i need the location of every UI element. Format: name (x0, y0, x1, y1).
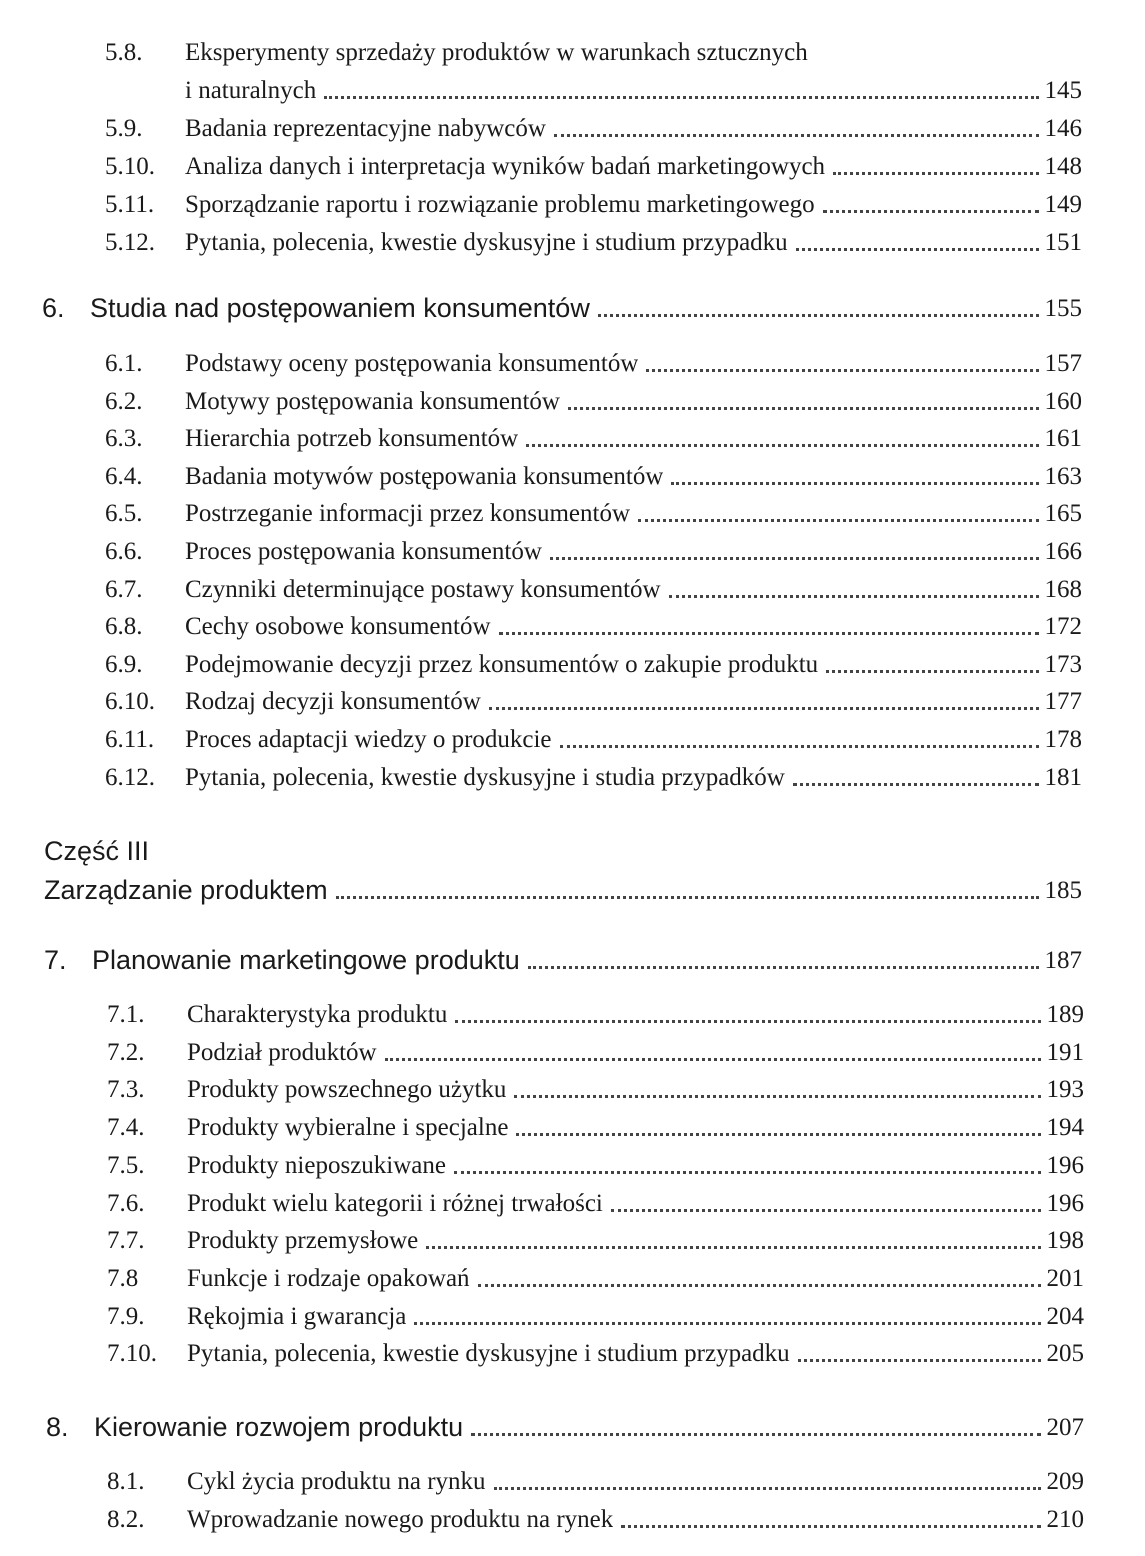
dot-leader (833, 172, 1038, 175)
toc-entry[interactable] (107, 1065, 1084, 1105)
dot-leader (516, 1133, 1040, 1136)
dot-leader (646, 369, 1038, 372)
dot-leader (611, 1209, 1041, 1212)
dot-leader (489, 707, 1039, 710)
dot-leader (550, 557, 1039, 560)
chapter-entry[interactable] (46, 1403, 1084, 1443)
section-title: Proces adaptacji wiedzy o produkcie (185, 726, 552, 753)
toc-entry[interactable] (105, 104, 1082, 144)
page-number: 151 (1044, 229, 1082, 256)
page-number: 198 (1046, 1227, 1084, 1255)
toc-entry[interactable] (107, 1028, 1084, 1068)
section-title: Wprowadzanie nowego produktu na rynek (187, 1506, 614, 1533)
section-number: 6.4. (105, 462, 143, 490)
toc-entry[interactable] (105, 339, 1082, 379)
section-title: Proces postępowania konsumentów (185, 538, 542, 565)
dot-leader (554, 134, 1039, 137)
section-title: Charakterystyka produktu (187, 1001, 448, 1028)
section-title: Hierarchia potrzeb konsumentów (185, 425, 519, 453)
page-number: 196 (1046, 1151, 1084, 1179)
toc-entry[interactable] (105, 218, 1082, 258)
page-number: 196 (1046, 1189, 1084, 1217)
section-number: 6.7. (105, 575, 143, 603)
section-title: Postrzeganie informacji przez konsumentów (185, 500, 630, 528)
section-title: Cykl życia produktu na rynku (187, 1468, 486, 1495)
section-title: Produkty nieposzukiwane (187, 1151, 446, 1179)
page-number: 210 (1046, 1506, 1084, 1533)
section-title: Czynniki determinujące postawy konsumentów (185, 575, 661, 603)
section-number: 6.10. (105, 688, 155, 716)
page-number: 155 (1044, 295, 1082, 322)
section-title: Sporządzanie raportu i rozwiązanie problemu marketingowego (185, 191, 815, 218)
section-number: 6.9. (105, 650, 143, 678)
dot-leader (669, 595, 1039, 598)
part-label: Część III (44, 836, 150, 866)
chapter-title: Studia nad postępowaniem konsumentów (90, 293, 590, 323)
dot-leader (638, 519, 1039, 522)
section-title: Produkty wybieralne i specjalne (187, 1114, 509, 1142)
section-title: Rodzaj decyzji konsumentów (185, 688, 481, 716)
dot-leader (414, 1322, 1040, 1325)
page-number: 207 (1046, 1414, 1084, 1441)
section-number: 8.2. (107, 1506, 145, 1533)
toc-entry-continuation[interactable] (185, 66, 1082, 106)
page-number: 168 (1044, 575, 1082, 603)
toc-entry[interactable] (107, 990, 1084, 1030)
toc-entry[interactable] (105, 180, 1082, 220)
section-number: 6.3. (105, 425, 143, 453)
section-number: 6.5. (105, 500, 143, 528)
toc-entry[interactable] (105, 753, 1082, 793)
section-number: 8.1. (107, 1468, 145, 1495)
toc-entry[interactable] (107, 1179, 1084, 1219)
section-title: Podział produktów (187, 1038, 377, 1066)
dot-leader (454, 1171, 1041, 1174)
page-number: 177 (1044, 688, 1082, 716)
dot-leader (426, 1246, 1040, 1249)
page-number: 189 (1046, 1001, 1084, 1028)
section-number: 5.9. (105, 115, 143, 142)
toc-entry[interactable] (107, 1329, 1084, 1369)
page-number: 157 (1044, 350, 1082, 377)
dot-leader (598, 314, 1039, 317)
toc-entry[interactable] (105, 414, 1082, 454)
chapter-title: Planowanie marketingowe produktu (92, 945, 520, 975)
section-title: Motywy postępowania konsumentów (185, 387, 560, 415)
dot-leader (671, 482, 1038, 485)
toc-entry[interactable] (107, 1254, 1084, 1294)
page-number: 173 (1044, 650, 1082, 678)
page-number: 209 (1046, 1468, 1084, 1495)
page-number: 161 (1044, 425, 1082, 453)
section-number: 6.11. (105, 726, 155, 753)
dot-leader (471, 1433, 1040, 1436)
chapter-entry[interactable] (42, 284, 1082, 324)
toc-entry[interactable] (107, 1141, 1084, 1181)
section-title: Pytania, polecenia, kwestie dyskusyjne i studia przypadków (185, 763, 785, 791)
section-title: Produkt wielu kategorii i różnej trwałości (187, 1189, 603, 1217)
section-number: 7.2. (107, 1038, 145, 1066)
dot-leader (568, 407, 1039, 410)
section-number: 7.1. (107, 1001, 145, 1028)
chapter-number: 7. (44, 945, 67, 975)
toc-entry[interactable] (105, 489, 1082, 529)
dot-leader (455, 1020, 1040, 1023)
dot-leader (560, 745, 1039, 748)
section-title: Produkty powszechnego użytku (187, 1076, 507, 1104)
page-number: 145 (1044, 77, 1082, 104)
page-number: 205 (1046, 1340, 1084, 1368)
section-title: Analiza danych i interpretacja wyników badań marketingowych (185, 153, 826, 180)
part-title: Zarządzanie produktem (44, 875, 328, 905)
dot-leader (798, 1359, 1041, 1362)
page-number: 201 (1046, 1264, 1084, 1292)
dot-leader (494, 1487, 1041, 1490)
section-number: 5.12. (105, 229, 155, 256)
section-number: 7.6. (107, 1189, 145, 1217)
chapter-entry[interactable] (44, 936, 1082, 976)
part-entry[interactable] (44, 866, 1082, 906)
page-number: 178 (1044, 726, 1082, 753)
section-title: Badania motywów postępowania konsumentów (185, 462, 664, 490)
toc-entry[interactable] (105, 452, 1082, 492)
section-title: Eksperymenty sprzedaży produktów w warunkach sztucznych (185, 39, 808, 66)
dot-leader (826, 670, 1038, 673)
dot-leader (793, 783, 1039, 786)
toc-entry[interactable] (105, 142, 1082, 182)
section-number: 7.10. (107, 1340, 157, 1368)
section-number: 6.1. (105, 350, 143, 377)
dot-leader (514, 1095, 1040, 1098)
section-number: 7.3. (107, 1076, 145, 1104)
toc-entry[interactable] (107, 1495, 1084, 1535)
section-number: 5.11. (105, 191, 155, 218)
section-title: Podejmowanie decyzji przez konsumentów o zakupie produktu (185, 650, 819, 678)
dot-leader (336, 896, 1039, 899)
section-title-continued: i naturalnych (185, 77, 317, 104)
section-number: 6.6. (105, 538, 143, 565)
page-number: 166 (1044, 538, 1082, 565)
toc-entry[interactable] (105, 677, 1082, 717)
section-number: 7.9. (107, 1302, 145, 1330)
dot-leader (478, 1284, 1041, 1287)
toc-entry[interactable] (105, 715, 1082, 755)
chapter-title: Kierowanie rozwojem produktu (94, 1412, 464, 1442)
page-number: 160 (1044, 387, 1082, 415)
toc-entry[interactable] (105, 602, 1082, 642)
page-number: 149 (1044, 191, 1082, 218)
section-title: Pytania, polecenia, kwestie dyskusyjne i studium przypadku (185, 229, 788, 256)
dot-leader (526, 444, 1038, 447)
section-number: 5.8. (105, 39, 143, 66)
section-title: Badania reprezentacyjne nabywców (185, 115, 546, 142)
toc-entry[interactable] (105, 377, 1082, 417)
section-number: 6.2. (105, 387, 143, 415)
toc-entry[interactable] (105, 527, 1082, 567)
page-number: 187 (1044, 947, 1082, 974)
toc-entry[interactable] (107, 1216, 1084, 1256)
dot-leader (324, 96, 1038, 99)
page-number: 148 (1044, 153, 1082, 180)
section-number: 7.5. (107, 1151, 145, 1179)
page-number: 181 (1044, 763, 1082, 791)
toc-entry[interactable] (105, 640, 1082, 680)
chapter-number: 8. (46, 1412, 69, 1442)
section-number: 5.10. (105, 153, 155, 180)
dot-leader (385, 1058, 1041, 1061)
dot-leader (823, 210, 1039, 213)
page-number: 204 (1046, 1302, 1084, 1330)
page-number: 165 (1044, 500, 1082, 528)
page-number: 163 (1044, 462, 1082, 490)
section-title: Funkcje i rodzaje opakowań (187, 1264, 470, 1292)
toc-entry[interactable] (105, 565, 1082, 605)
section-number: 7.7. (107, 1227, 145, 1255)
section-number: 6.12. (105, 763, 155, 791)
dot-leader (499, 632, 1039, 635)
page-number: 172 (1044, 613, 1082, 641)
section-number: 7.4. (107, 1114, 145, 1142)
page-number: 146 (1044, 115, 1082, 142)
page-number: 193 (1046, 1076, 1084, 1104)
page-number: 194 (1046, 1114, 1084, 1142)
section-title: Pytania, polecenia, kwestie dyskusyjne i studium przypadku (187, 1340, 790, 1368)
toc-entry[interactable] (107, 1292, 1084, 1332)
dot-leader (621, 1525, 1040, 1528)
toc-entry[interactable] (105, 28, 1080, 68)
toc-entry[interactable] (107, 1103, 1084, 1143)
dot-leader (528, 966, 1039, 969)
section-number: 6.8. (105, 613, 143, 641)
toc-entry[interactable] (107, 1457, 1084, 1497)
section-title: Podstawy oceny postępowania konsumentów (185, 350, 639, 377)
section-title: Cechy osobowe konsumentów (185, 613, 491, 641)
section-number: 7.8 (107, 1264, 139, 1292)
page-number: 191 (1046, 1038, 1084, 1066)
page-number: 185 (1044, 877, 1082, 904)
chapter-number: 6. (42, 293, 65, 323)
section-title: Produkty przemysłowe (187, 1227, 419, 1255)
section-title: Rękojmia i gwarancja (187, 1302, 407, 1330)
dot-leader (796, 248, 1039, 251)
